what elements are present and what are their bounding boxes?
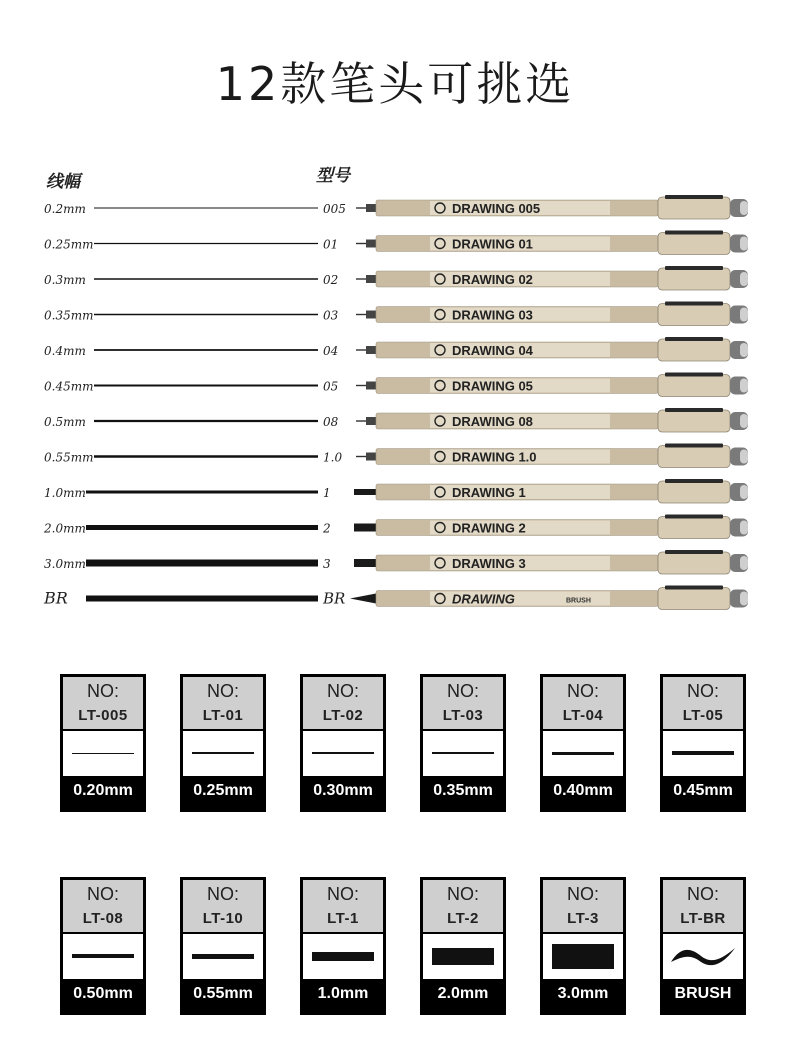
card-no-label: NO: (686, 884, 719, 904)
drawing-pen (356, 408, 748, 432)
card-model-code: LT-1 (327, 910, 359, 927)
card-header (63, 677, 143, 729)
pen-row (44, 302, 748, 326)
brush-label: BRUSH (566, 597, 591, 605)
drawing-pen (354, 515, 748, 539)
pen-label: DRAWING 08 (452, 414, 533, 429)
pen-label: DRAWING 03 (452, 307, 533, 323)
stroke-sample (312, 952, 374, 961)
drawing-pen (356, 195, 748, 219)
pen-row (44, 479, 748, 503)
card-header (543, 880, 623, 932)
card-stroke-area (183, 731, 263, 776)
tip-card (60, 674, 146, 812)
drawing-pen (356, 231, 748, 255)
tip-card (540, 877, 626, 1015)
pen-label: DRAWING 01 (452, 236, 533, 252)
card-no-label: NO: (326, 884, 359, 904)
pen-row (43, 586, 748, 610)
card-size-label: 2.0mm (437, 985, 489, 1002)
line-width-label: 0.5mm (44, 415, 86, 429)
tip-card (420, 877, 506, 1015)
model-label: BR (323, 589, 346, 608)
card-model-code: LT-08 (82, 910, 124, 927)
line-width-label: 0.4mm (44, 344, 86, 358)
pen-label: DRAWING 05 (452, 378, 533, 394)
pen-row (44, 373, 748, 397)
card-no-label: NO: (206, 884, 239, 904)
card-size-label: 0.30mm (313, 782, 373, 799)
pen-row (44, 550, 748, 574)
drawing-pen (356, 337, 748, 361)
line-width-label: BR (44, 588, 68, 608)
line-width-label: 0.25mm (44, 237, 94, 252)
model-label: 08 (323, 415, 339, 429)
model-label: 005 (323, 202, 346, 216)
card-stroke-area (423, 731, 503, 776)
stroke-sample (192, 954, 254, 959)
card-size-label: 0.20mm (73, 782, 133, 799)
stroke-sample (72, 954, 134, 958)
card-header (423, 880, 503, 932)
tip-card (660, 877, 746, 1015)
pen-label: DRAWING (452, 591, 515, 607)
stroke-sample (552, 944, 614, 969)
model-label: 01 (323, 237, 339, 252)
card-header (543, 677, 623, 729)
pen-label: DRAWING 005 (452, 201, 541, 216)
card-model-code: LT-04 (562, 707, 604, 724)
pen-row (44, 337, 748, 361)
model-label: 02 (323, 273, 339, 287)
line-width-label: 0.3mm (44, 273, 86, 287)
tip-card (180, 674, 266, 812)
drawing-pen (354, 479, 748, 503)
model-label: 2 (323, 521, 331, 536)
model-label: 05 (323, 379, 339, 394)
line-width-label: 0.35mm (44, 308, 94, 323)
card-no-label: NO: (566, 681, 599, 701)
line-width-label: 0.55mm (44, 450, 94, 465)
card-size-label: 0.40mm (553, 782, 613, 799)
card-size-label: 0.55mm (193, 985, 253, 1002)
pen-row (44, 408, 748, 432)
card-header (183, 677, 263, 729)
card-model-code: LT-02 (322, 707, 364, 724)
pen-label: DRAWING 02 (452, 272, 533, 287)
drawing-pen (356, 266, 748, 290)
card-stroke-area (63, 934, 143, 979)
card-model-code: LT-05 (682, 707, 724, 724)
line-width-label: 0.2mm (44, 202, 86, 216)
card-size-label: 1.0mm (317, 985, 369, 1002)
card-header (663, 880, 743, 932)
tip-card (300, 674, 386, 812)
line-width-label: 3.0mm (44, 557, 86, 571)
card-model-code: LT-01 (202, 707, 244, 724)
line-width-label: 0.45mm (44, 379, 94, 394)
card-no-label: NO: (446, 884, 479, 904)
stroke-sample (672, 751, 734, 755)
card-no-label: NO: (86, 681, 119, 701)
card-no-label: NO: (446, 681, 479, 701)
card-model-code: LT-3 (567, 910, 599, 927)
pen-label: DRAWING 2 (452, 520, 526, 536)
card-no-label: NO: (566, 884, 599, 904)
card-header (303, 880, 383, 932)
drawing-pen (356, 373, 748, 397)
tip-card (300, 877, 386, 1015)
card-model-code: LT-2 (447, 910, 479, 927)
card-stroke-area (423, 934, 503, 979)
pen-label: DRAWING 1 (452, 485, 526, 500)
card-size-label: 0.35mm (433, 782, 493, 799)
line-width-label: 2.0mm (44, 521, 86, 536)
tip-card (540, 674, 626, 812)
pen-label: DRAWING 3 (452, 556, 526, 571)
card-stroke-area (543, 731, 623, 776)
card-size-label: 0.50mm (73, 985, 133, 1002)
pen-row (44, 231, 748, 255)
card-no-label: NO: (686, 681, 719, 701)
card-model-code: LT-10 (202, 910, 244, 927)
line-width-label: 1.0mm (44, 486, 86, 500)
pen-row (43, 515, 748, 539)
model-label: 1 (323, 486, 331, 500)
card-stroke-area (183, 934, 263, 979)
stroke-sample (552, 752, 614, 755)
card-stroke-area (63, 731, 143, 776)
drawing-pen (350, 586, 748, 610)
page-title: 12款笔头可挑选 (215, 57, 575, 111)
tip-card (60, 877, 146, 1015)
card-header (663, 677, 743, 729)
card-stroke-area (303, 934, 383, 979)
model-header: 型号 (316, 166, 350, 186)
brush-stroke-icon (663, 934, 743, 979)
pen-label: DRAWING 1.0 (452, 449, 537, 465)
card-no-label: NO: (326, 681, 359, 701)
stroke-sample (312, 752, 374, 754)
stroke-sample (192, 752, 254, 754)
card-header (63, 880, 143, 932)
drawing-pen (356, 302, 748, 326)
card-size-label: 0.25mm (193, 782, 253, 799)
card-model-code: LT-BR (680, 910, 726, 927)
card-stroke-area (543, 934, 623, 979)
model-label: 3 (323, 557, 331, 571)
card-size-label: BRUSH (674, 985, 732, 1002)
stroke-sample (72, 753, 134, 754)
card-size-label: 3.0mm (557, 985, 609, 1002)
card-stroke-area (663, 934, 743, 979)
model-label: 04 (323, 344, 339, 358)
drawing-pen (356, 444, 748, 468)
card-no-label: NO: (206, 681, 239, 701)
card-no-label: NO: (86, 884, 119, 904)
stroke-sample (432, 948, 494, 965)
line-width-header: 线幅 (46, 172, 80, 192)
pen-row (44, 444, 748, 468)
card-model-code: LT-03 (442, 707, 484, 724)
model-label: 1.0 (323, 450, 343, 465)
tip-card (180, 877, 266, 1015)
tip-card (420, 674, 506, 812)
card-stroke-area (663, 731, 743, 776)
card-stroke-area (303, 731, 383, 776)
card-header (303, 677, 383, 729)
stroke-sample (432, 752, 494, 755)
tip-card (660, 674, 746, 812)
pen-row (44, 195, 748, 219)
card-size-label: 0.45mm (673, 782, 733, 799)
card-model-code: LT-005 (78, 707, 128, 724)
pen-label: DRAWING 04 (452, 343, 533, 358)
pen-row (44, 266, 748, 290)
drawing-pen (354, 550, 748, 574)
pen-line-diagram (0, 150, 790, 650)
model-label: 03 (323, 308, 339, 323)
card-header (423, 677, 503, 729)
card-header (183, 880, 263, 932)
